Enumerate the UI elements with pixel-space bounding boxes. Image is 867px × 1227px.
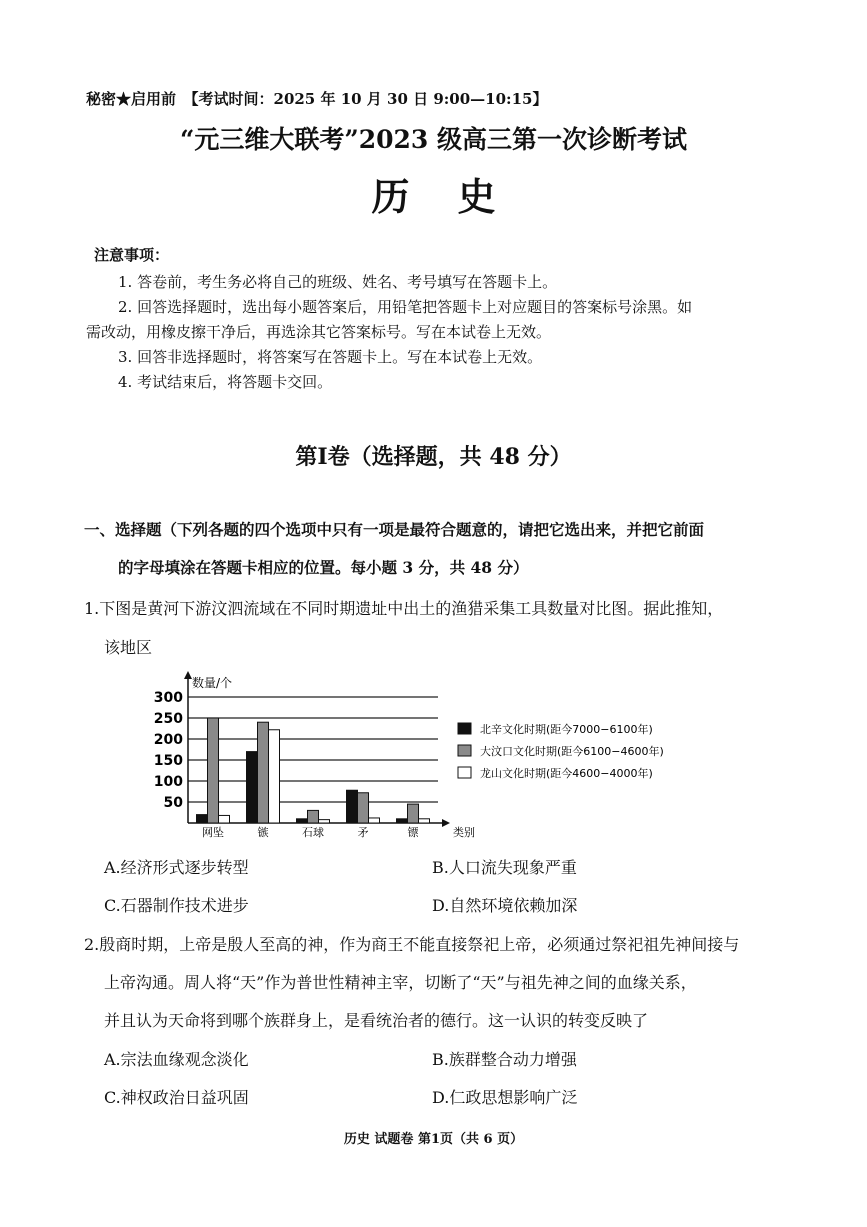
option-d[interactable]: D.仁政思想影响广泛 — [432, 1088, 578, 1107]
chart-ticks — [154, 690, 420, 839]
bar — [219, 815, 230, 823]
bar — [347, 790, 358, 823]
y-axis-label: 数量/个 — [192, 676, 233, 690]
y-axis-arrow — [184, 671, 192, 679]
bar — [369, 818, 380, 823]
bar — [247, 752, 258, 823]
legend-label: 龙山文化时期(距今4600−4000年) — [480, 767, 653, 780]
note-item: 3. 回答非选择题时，将答案写在答题卡上。写在本试卷上无效。 — [118, 348, 543, 366]
note-item: 需改动，用橡皮擦干净后，再选涂其它答案标号。写在本试卷上无效。 — [86, 323, 552, 341]
y-tick-label: 250 — [153, 711, 183, 727]
question-1-stem: 1.下图是黄河下游汶泗流域在不同时期遗址中出土的渔猎采集工具数量对比图。据此推知， — [84, 599, 724, 618]
legend-label: 大汶口文化时期(距今6100−4600年) — [480, 745, 664, 758]
option-b[interactable]: B.人口流失现象严重 — [432, 858, 577, 877]
chart-legend — [458, 722, 664, 780]
x-axis-label: 类别 — [453, 826, 475, 839]
bar — [319, 820, 330, 823]
chart-axes — [184, 671, 450, 827]
option-a[interactable]: A.经济形式逐步转型 — [104, 858, 249, 877]
exam-header: 秘密★启用前 【考试时间：2025 年 10 月 30 日 9:00—10:15】 — [86, 90, 548, 108]
bar — [258, 722, 269, 823]
part-instruction: 的字母填涂在答题卡相应的位置。每小题 3 分，共 48 分） — [118, 558, 529, 577]
y-tick-label: 200 — [153, 732, 183, 748]
bar — [208, 718, 219, 823]
y-tick-label: 50 — [163, 795, 183, 811]
x-tick-label: 矛 — [357, 826, 369, 839]
question-2-stem: 并且认为天命将到哪个族群身上，是看统治者的德行。这一认识的转变反映了 — [104, 1011, 649, 1030]
question-2-stem: 2.殷商时期，上帝是殷人至高的神，作为商王不能直接祭祀上帝，必须通过祭祀祖先神间接与 — [84, 935, 740, 954]
subject-title: 历史 — [371, 174, 544, 219]
legend-label: 北辛文化时期(距今7000−6100年) — [480, 723, 653, 736]
option-b[interactable]: B.族群整合动力增强 — [432, 1050, 577, 1069]
bar — [397, 819, 408, 823]
y-tick-label: 150 — [153, 753, 183, 769]
x-axis-arrow — [442, 819, 450, 827]
chart-bars — [197, 718, 430, 823]
option-a[interactable]: A.宗法血缘观念淡化 — [104, 1050, 249, 1069]
option-c[interactable]: C.石器制作技术进步 — [104, 896, 249, 915]
note-item: 1. 答卷前，考生务必将自己的班级、姓名、考号填写在答题卡上。 — [118, 273, 558, 291]
legend-swatch — [458, 723, 471, 734]
x-tick-label: 石球 — [302, 826, 324, 839]
exam-title: “元三维大联考”2023 级高三第一次诊断考试 — [179, 125, 688, 154]
bar — [297, 819, 308, 823]
bar — [358, 793, 369, 823]
page-footer: 历史 试题卷 第1页（共 6 页） — [343, 1132, 524, 1147]
note-item: 4. 考试结束后，将答题卡交回。 — [118, 373, 333, 391]
bar — [197, 815, 208, 823]
y-tick-label: 300 — [153, 690, 183, 706]
question-2-stem: 上帝沟通。周人将“天”作为普世性精神主宰，切断了“天”与祖先神之间的血缘关系， — [104, 973, 697, 992]
x-tick-label: 网坠 — [202, 826, 224, 839]
legend-swatch — [458, 745, 471, 756]
x-tick-label: 镖 — [407, 826, 419, 839]
option-c[interactable]: C.神权政治日益巩固 — [104, 1088, 249, 1107]
note-item: 2. 回答选择题时，选出每小题答案后，用铅笔把答题卡上对应题目的答案标号涂黑。如 — [118, 298, 693, 316]
legend-swatch — [458, 767, 471, 778]
bar — [408, 804, 419, 823]
chart-grid — [188, 697, 438, 802]
question-1-stem: 该地区 — [104, 638, 153, 657]
part-instruction: 一、选择题（下列各题的四个选项中只有一项是最符合题意的，请把它选出来，并把它前面 — [84, 520, 705, 539]
bar-chart — [150, 665, 710, 850]
y-tick-label: 100 — [153, 774, 183, 790]
x-tick-label: 镞 — [257, 826, 269, 839]
option-d[interactable]: D.自然环境依赖加深 — [432, 896, 578, 915]
section-title: 第Ⅰ卷（选择题，共 48 分） — [295, 444, 572, 470]
notes-title: 注意事项： — [94, 246, 170, 264]
bar — [269, 730, 280, 823]
bar — [308, 810, 319, 823]
bar — [419, 819, 430, 823]
